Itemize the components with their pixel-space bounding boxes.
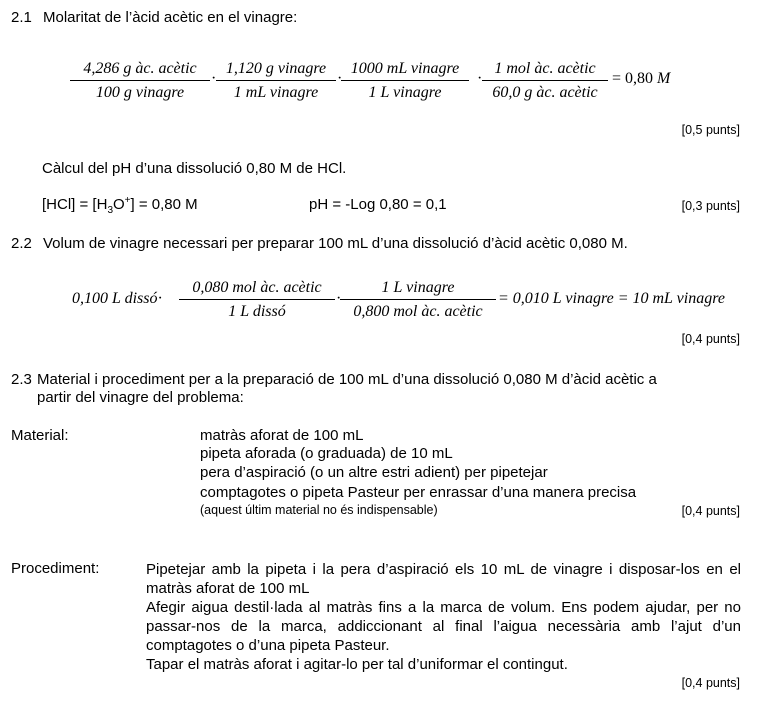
procedure-label: Procediment: [11,560,100,577]
section-2-3-title-line-1: Material i procediment per a la preparació de 100 mL d’una dissolució 0,080 M d’àcid acètic a [37,371,657,388]
section-2-3-number: 2.3 [11,371,32,388]
fraction-denominator: 0,800 mol àc. acètic [353,303,483,320]
fraction-numerator: 0,080 mol àc. acètic [179,279,335,300]
fraction-acetic-per-vinegar [70,60,210,102]
fraction-moles-per-l [179,279,335,321]
multiply-dot: · [336,290,342,307]
fraction-numerator: 1 L vinagre [340,279,496,300]
multiply-dot: · [477,70,483,87]
multiply-dot: · [211,70,217,87]
procedure-step-1: Pipetejar amb la pipeta i la pera d’aspiració els 10 mL de vinagre i disposar-los en el matràs aforat de 100 mL [146,561,741,597]
fraction-l-per-mol [340,279,496,321]
fraction-numerator: 1 mol àc. acètic [482,60,608,81]
section-2-2-number: 2.2 [11,235,32,252]
material-label: Material: [11,427,69,444]
fraction-denominator: 1 mL vinagre [233,84,319,101]
fraction-molar-mass [482,60,608,102]
material-note: (aquest últim material no és indispensable) [200,503,438,517]
fraction-numerator: 1000 mL vinagre [341,60,469,81]
fraction-ml-per-l [341,60,469,102]
points-2-3-material: [0,4 punts] [681,504,740,518]
material-item: pera d’aspiració (o un altre estri adient) per pipetejar [200,464,548,481]
hcl-concentration: $[HCl] = [H_3O^+] = 0,80$ M [42,195,198,216]
fraction-numerator: 4,286 g àc. acètic [70,60,210,81]
molarity-result: = 0,80 M [612,70,671,87]
section-2-3-title-line-2: partir del vinagre del problema: [37,389,244,406]
procedure-step-3: Tapar el matràs aforat i agitar-lo per tal d’uniformar el contingut. [146,656,568,673]
section-2-2-title: Volum de vinagre necessari per preparar 100 mL d’una dissolució d’àcid acètic 0,080 M. [43,235,628,252]
fraction-density [216,60,336,102]
points-2-3-procedure: [0,4 punts] [681,676,740,690]
volume-result: = 0,010 L vinagre = 10 mL vinagre [498,290,725,307]
section-2-1-title: Molaritat de l’àcid acètic en el vinagre: [43,9,298,26]
material-item: pipeta aforada (o graduada) de 10 mL [200,445,453,462]
points-2-1-molarity: [0,5 punts] [681,123,740,137]
ph-equation: pH = -Log 0,80 = 0,1 [309,196,447,213]
section-2-1-number: 2.1 [11,9,32,26]
volume-lead-term: 0,100 L dissó· [72,290,163,307]
fraction-denominator: 100 g vinagre [95,84,185,101]
fraction-denominator: 60,0 g àc. acètic [492,84,598,101]
multiply-dot: · [337,70,343,87]
procedure-step-2: Afegir aigua destil·lada al matràs fins a la marca de volum. Ens podem ajudar, per no passar-nos de la marca, addiccionant al final l’aigua necessària amb l’ajut d’un comptagotes o d’una pipeta Pasteur. [146,599,741,654]
fraction-denominator: 1 L dissó [228,303,286,320]
points-2-1-ph: [0,3 punts] [681,199,740,213]
material-item: comptagotes o pipeta Pasteur per enrassar d’una manera precisa [200,484,637,501]
material-item: matràs aforat de 100 mL [200,427,364,444]
points-2-2: [0,4 punts] [681,332,740,346]
fraction-denominator: 1 L vinagre [368,84,442,101]
fraction-numerator: 1,120 g vinagre [216,60,336,81]
ph-calculation-title: Càlcul del pH d’una dissolució 0,80 M de HCl. [42,160,347,177]
